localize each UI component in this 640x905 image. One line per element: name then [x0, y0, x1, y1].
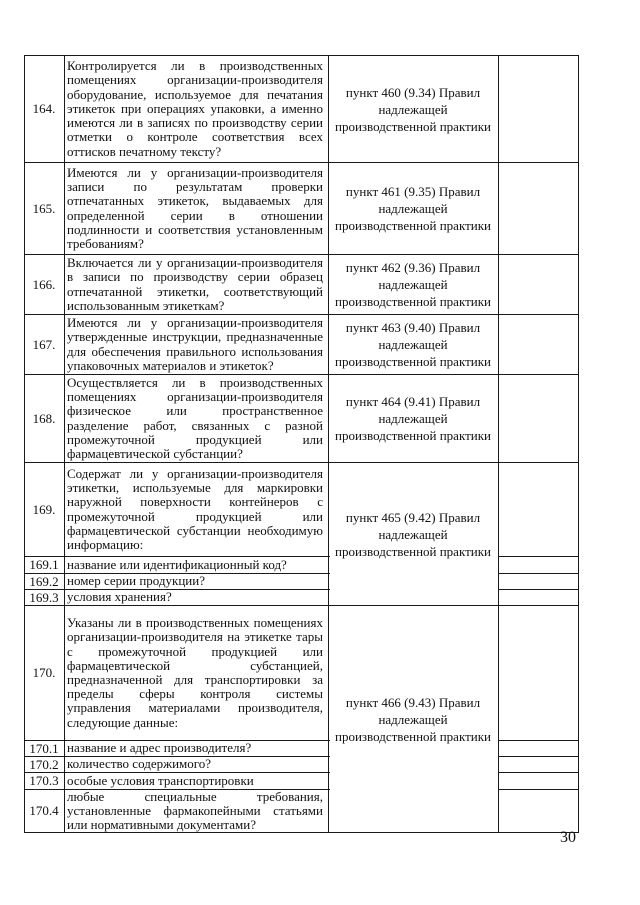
row-number: 168. [32, 410, 56, 426]
reference-text: пункт 460 (9.34) Правил надлежащей производственной практики [334, 84, 492, 134]
question-text: название или идентификационный код? [67, 556, 287, 572]
reference-text: пункт 464 (9.41) Правил надлежащей производственной практики [334, 394, 492, 443]
subrow-border [498, 756, 579, 757]
row-number: 169.3 [29, 589, 59, 605]
reference-text: пункт 465 (9.42) Правил надлежащей производственной практики [334, 509, 492, 559]
question-text: Указаны ли в производственных помещениях организации-производителя на этикетке тары с промежуточной продукцией или фармацевтической субстанцией, предназначенной для транспортировки за пределы сферы контроля системы управления материалами производителя, следующие данные: [67, 615, 323, 730]
row-number: 170.4 [29, 803, 59, 818]
row-number: 167. [32, 336, 56, 352]
subrow-border [498, 573, 579, 574]
question-text: условия хранения? [67, 589, 172, 605]
question-text: Контролируется ли в производственных помещениях организации-производителя оборудование, используемое для печатания этикеток при операциях упаковки, а именно имеются ли в записях по производству серии отметки о контроле соответствия всех оттисков печатному тексту? [67, 58, 323, 159]
question-text: Осуществляется ли в производственных помещениях организации-производителя физическое или пространственное разделение работ, связанных с разной промежуточной продукцией или фармацевтической субстанции? [67, 374, 323, 461]
subrow-border [498, 589, 579, 590]
column-border [64, 55, 65, 833]
subrow-border [498, 740, 579, 741]
reference-text: пункт 461 (9.35) Правил надлежащей производственной практики [334, 184, 492, 233]
subrow-border [498, 556, 579, 557]
question-text: Имеются ли у организации-производителя записи по результатам проверки отпечатанных этикеток, выдаваемых для определенной серии в отношении подлинности и соответствия установленным требованиям? [67, 164, 323, 251]
question-text: Содержат ли у организации-производителя этикетки, используемые для маркировки наружной поверхности контейнеров с промежуточной продукцией или фармацевтической субстанции необходимую информацию: [67, 465, 323, 552]
row-number: 170. [32, 665, 56, 680]
column-border [498, 55, 499, 833]
reference-text: пункт 463 (9.40) Правил надлежащей производственной практики [334, 320, 492, 369]
question-text: Имеются ли у организации-производителя утвержденные инструкции, предназначенные для обеспечения правильного использования упаковочных материалов и этикеток? [67, 315, 323, 373]
question-text: любые специальные требования, установленные фармакопейными статьями или нормативными документами? [67, 788, 323, 833]
question-text: количество содержимого? [67, 756, 212, 772]
page-number: 30 [560, 829, 576, 846]
question-text: номер серии продукции? [67, 573, 205, 589]
column-border [578, 55, 579, 833]
row-number: 170.3 [29, 773, 59, 788]
question-text: особые условия транспортировки [67, 772, 254, 788]
column-border [328, 55, 329, 833]
row-number: 170.1 [29, 740, 59, 756]
row-number: 169.2 [29, 573, 59, 589]
row-number: 164. [32, 101, 56, 116]
subrow-border [498, 772, 579, 773]
question-text: Включается ли у организации-производителя в записи по производству серии образец отпечатанной этикетки, соответствующий использованным этикеткам? [67, 255, 323, 313]
row-number: 170.2 [29, 756, 59, 772]
reference-text: пункт 466 (9.43) Правил надлежащей производственной практики [334, 694, 492, 744]
row-number: 169. [32, 501, 56, 517]
subrow-border [498, 789, 579, 790]
row-number: 165. [32, 200, 56, 216]
reference-text: пункт 462 (9.36) Правил надлежащей производственной практики [334, 260, 492, 309]
question-text: название и адрес производителя? [67, 740, 252, 756]
row-number: 169.1 [29, 557, 59, 572]
row-number: 166. [32, 276, 56, 292]
